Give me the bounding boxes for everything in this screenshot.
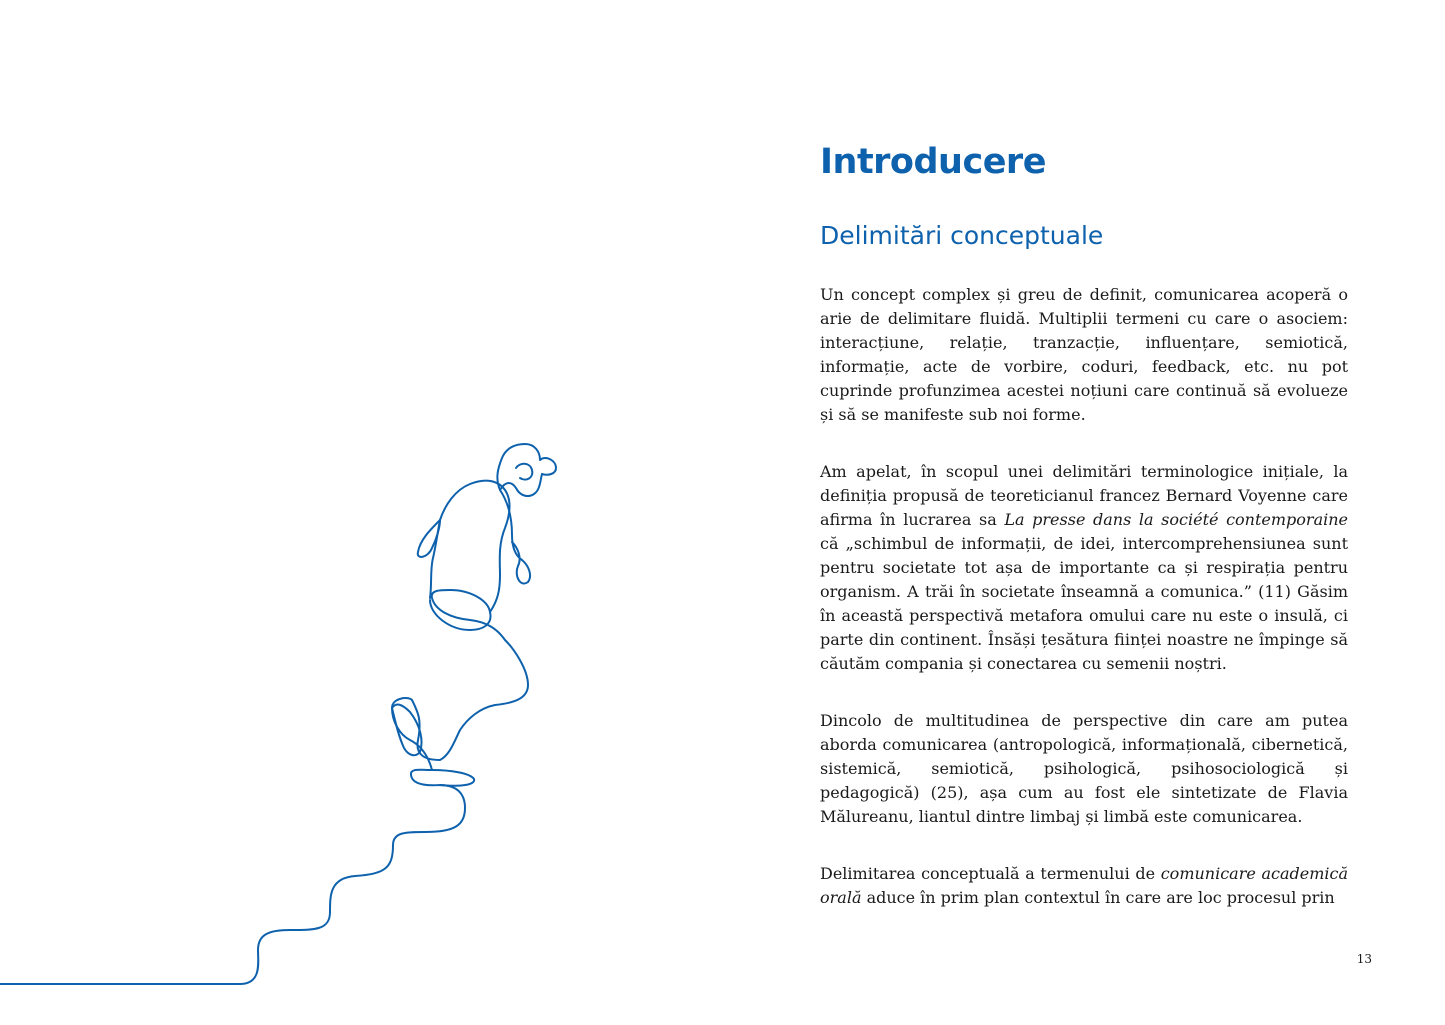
book-title: La presse dans la société contemporaine <box>1004 510 1348 529</box>
paragraph-2-start: Am apelat, în scopul unei delimitări terminologice inițiale, la definiția propusă de teoreticianul francez Bernard Voyenne care afirma în lucrarea sa <box>820 462 1348 529</box>
legs-outline <box>392 590 528 770</box>
staircase-line <box>0 785 465 984</box>
ear-outline <box>516 464 532 480</box>
paragraph-4 <box>820 862 1348 910</box>
term-italic: comunicare academică orală <box>820 864 1349 907</box>
paragraph-1: Un concept complex și greu de definit, comunicarea acoperă o arie de delimitare fluidă. Multiplii termeni cu care o asociem: interacțiune, relație, tranzacție, influențare, semiotică, informație, acte de vorbire, coduri, feedback, etc. nu pot cuprinde profunzimea acestei noțiuni care continuă să evolueze și să se manifeste sub noi forme. <box>820 285 1348 424</box>
shoe-outline <box>411 770 474 786</box>
main-text-column <box>820 140 1348 910</box>
paragraph-4-start: Delimitarea conceptuală a termenului de <box>820 864 1161 883</box>
head-outline <box>497 444 556 496</box>
paragraph-3: Dincolo de multitudinea de perspective din care am putea aborda comunicarea (antropologică, informațională, cibernetică, sistemică, semiotică, psihologică, psihosociologică și pedagogică) (25), așa cum au fost ele sintetizate de Flavia Mălureanu, liantul dintre limbaj și limbă este comunicarea. <box>820 711 1348 826</box>
paragraph-2 <box>820 460 1348 676</box>
paragraph-2-end: că „schimbul de informații, de idei, intercomprehensiunea sunt pentru societate tot așa de importante ca și respirația pentru organism. A trăi în societate înseamnă a comunica.” (11) Găsim în această perspectivă metafora omului care nu este o insulă, ci parte din continent. Însăși țesătura ființei noastre ne împinge să căutăm compania și conectarea cu semenii noștri. <box>820 534 1348 673</box>
chapter-title: Introducere <box>820 142 1046 182</box>
jumping-person-illustration <box>0 430 600 1000</box>
front-arm-outline <box>500 490 530 584</box>
page-number: 13 <box>1356 952 1372 966</box>
section-title: Delimitări conceptuale <box>820 221 1104 250</box>
arm-outline <box>418 520 440 557</box>
paragraph-4-end: aduce în prim plan contextul în care are loc procesul prin <box>861 888 1335 907</box>
